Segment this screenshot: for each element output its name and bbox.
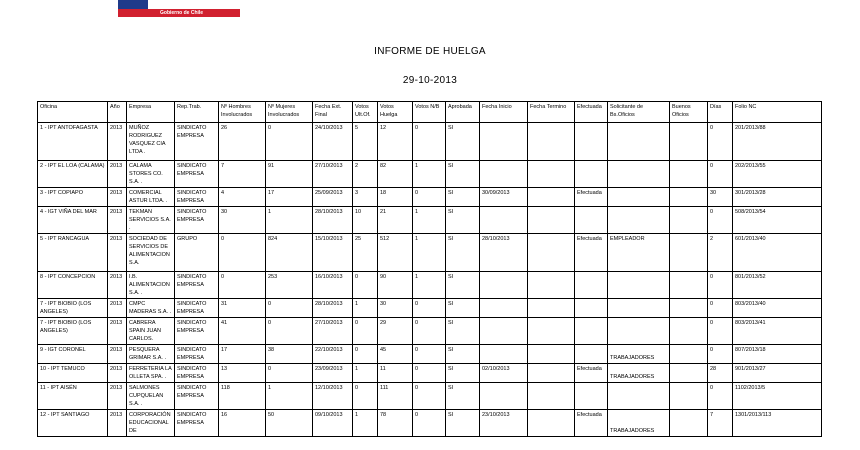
table-cell: SINDICATO EMPRESA — [175, 188, 219, 207]
table-cell: SI — [446, 364, 480, 383]
table-cell: Efectuada — [575, 234, 608, 272]
table-row — [38, 161, 822, 188]
column-header: Fecha Termino — [528, 102, 575, 123]
table-cell — [575, 161, 608, 188]
table-cell: 301/2013/28 — [733, 188, 822, 207]
column-header: Votos N/B — [413, 102, 446, 123]
table-cell: GRUPO — [175, 234, 219, 272]
table-cell: 2013 — [108, 345, 127, 364]
table-cell — [608, 383, 670, 410]
table-cell: 202/2013/55 — [733, 161, 822, 188]
table-cell: 28/10/2013 — [313, 207, 353, 234]
table-cell: 45 — [378, 345, 413, 364]
column-header: Fecha Inicio — [480, 102, 528, 123]
table-cell: 22/10/2013 — [313, 345, 353, 364]
table-cell: 12 - IPT SANTIAGO — [38, 410, 108, 437]
table-cell: 2013 — [108, 299, 127, 318]
table-cell: 28/10/2013 — [480, 234, 528, 272]
table-cell — [608, 207, 670, 234]
table-cell — [670, 234, 708, 272]
table-cell: SINDICATO EMPRESA — [175, 123, 219, 161]
table-cell: 7 — [219, 161, 266, 188]
table-cell: 0 — [266, 364, 313, 383]
table-cell: 0 — [708, 383, 733, 410]
logo-text: Gobierno de Chile — [160, 10, 204, 16]
table-cell: Efectuada — [575, 410, 608, 437]
table-cell: SINDICATO EMPRESA — [175, 345, 219, 364]
table-cell: 29 — [378, 318, 413, 345]
table-cell — [670, 207, 708, 234]
table-cell: 0 — [413, 383, 446, 410]
column-header: Votos Huelga — [378, 102, 413, 123]
table-cell: CALAMA STORES CO. S.A. . — [127, 161, 175, 188]
table-cell — [670, 299, 708, 318]
table-cell: 2013 — [108, 234, 127, 272]
table-cell — [528, 299, 575, 318]
table-cell — [480, 123, 528, 161]
table-cell: 38 — [266, 345, 313, 364]
column-header: Folio NC — [733, 102, 822, 123]
table-cell — [528, 234, 575, 272]
table-cell — [528, 364, 575, 383]
gobierno-logo — [118, 0, 240, 17]
table-cell: 1 - IPT ANTOFAGASTA — [38, 123, 108, 161]
table-cell — [480, 318, 528, 345]
table-cell: 25 — [353, 234, 378, 272]
table-row — [38, 345, 822, 364]
table-cell: 10 - IPT TEMUCO — [38, 364, 108, 383]
table-cell — [670, 272, 708, 299]
table-cell — [528, 318, 575, 345]
table-cell: 118 — [219, 383, 266, 410]
table-cell: 9 - IGT CORONEL — [38, 345, 108, 364]
table-cell: SINDICATO EMPRESA — [175, 318, 219, 345]
table-cell: 15/10/2013 — [313, 234, 353, 272]
table-cell — [670, 410, 708, 437]
table-cell: 0 — [413, 364, 446, 383]
table-cell: 26 — [219, 123, 266, 161]
logo-blue-block — [118, 0, 148, 9]
table-cell — [528, 123, 575, 161]
column-header: Aprobada — [446, 102, 480, 123]
table-cell — [480, 207, 528, 234]
table-cell: Efectuada — [575, 364, 608, 383]
table-cell: 253 — [266, 272, 313, 299]
table-row — [38, 383, 822, 410]
table-cell: TRABAJADORES — [608, 345, 670, 364]
column-header: Nº Hombres Involucrados — [219, 102, 266, 123]
table-header-row — [38, 102, 822, 123]
table-cell — [480, 272, 528, 299]
table-cell — [528, 410, 575, 437]
table-cell: 803/2013/41 — [733, 318, 822, 345]
table-cell: SINDICATO EMPRESA — [175, 299, 219, 318]
column-header: Votos Ult.Of. — [353, 102, 378, 123]
table-cell: 0 — [413, 318, 446, 345]
table-cell: 1 — [266, 383, 313, 410]
table-cell: 4 - IGT VIÑA DEL MAR — [38, 207, 108, 234]
table-cell — [670, 364, 708, 383]
table-cell: COMERCIAL ASTUR LTDA. . — [127, 188, 175, 207]
table-cell: 2013 — [108, 410, 127, 437]
table-cell: 1 — [353, 364, 378, 383]
table-cell: 24/10/2013 — [313, 123, 353, 161]
table-cell: 2013 — [108, 123, 127, 161]
table-cell: 28/10/2013 — [313, 299, 353, 318]
table-cell — [670, 123, 708, 161]
table-cell: 31 — [219, 299, 266, 318]
table-cell: 41 — [219, 318, 266, 345]
table-cell — [670, 318, 708, 345]
table-cell: 1 — [413, 207, 446, 234]
table-cell: 1102/2013/5 — [733, 383, 822, 410]
table-row — [38, 123, 822, 161]
column-header: Empresa — [127, 102, 175, 123]
table-cell: 3 — [353, 188, 378, 207]
report-title: INFORME DE HUELGA — [374, 46, 486, 57]
table-cell — [528, 161, 575, 188]
table-cell: EMPLEADOR — [608, 234, 670, 272]
table-cell: 0 — [266, 123, 313, 161]
table-cell: SI — [446, 161, 480, 188]
table-cell: 2 — [353, 161, 378, 188]
column-header: Efectuada — [575, 102, 608, 123]
table-cell: 11 - IPT AISÉN — [38, 383, 108, 410]
table-cell: 0 — [266, 318, 313, 345]
table-cell: 50 — [266, 410, 313, 437]
table-cell: SI — [446, 234, 480, 272]
table-cell: 91 — [266, 161, 313, 188]
table-cell: 803/2013/40 — [733, 299, 822, 318]
table-cell: 1 — [353, 299, 378, 318]
table-cell — [528, 207, 575, 234]
table-cell: 512 — [378, 234, 413, 272]
table-cell — [608, 161, 670, 188]
table-cell: 0 — [413, 123, 446, 161]
column-header: Año — [108, 102, 127, 123]
table-cell: 2013 — [108, 383, 127, 410]
column-header: Rep.Trab. — [175, 102, 219, 123]
table-cell: 12 — [378, 123, 413, 161]
table-cell: 901/2013/27 — [733, 364, 822, 383]
table-cell: 0 — [708, 161, 733, 188]
table-cell: 0 — [708, 318, 733, 345]
table-cell: 2013 — [108, 364, 127, 383]
table-cell — [575, 383, 608, 410]
table-cell: 2013 — [108, 207, 127, 234]
table-cell: 17 — [266, 188, 313, 207]
table-cell: 0 — [353, 272, 378, 299]
table-cell — [670, 345, 708, 364]
table-cell: 0 — [708, 207, 733, 234]
table-cell: 0 — [353, 345, 378, 364]
table-cell: 25/09/2013 — [313, 188, 353, 207]
table-row — [38, 272, 822, 299]
table-cell: SI — [446, 272, 480, 299]
table-cell: 78 — [378, 410, 413, 437]
table-cell — [528, 272, 575, 299]
table-cell: 1 — [413, 234, 446, 272]
table-cell: TRABAJADORES — [608, 364, 670, 383]
table-cell: 30/09/2013 — [480, 188, 528, 207]
table-cell: 30 — [378, 299, 413, 318]
table-cell — [608, 188, 670, 207]
table-cell — [528, 383, 575, 410]
table-cell: I.B. ALIMENTACION S.A. . — [127, 272, 175, 299]
table-cell: 11 — [378, 364, 413, 383]
table-cell: 201/2013/88 — [733, 123, 822, 161]
table-cell: 0 — [353, 318, 378, 345]
table-cell — [575, 345, 608, 364]
table-cell: CABRERA SPAIN JUAN CARLOS. — [127, 318, 175, 345]
table-cell: 02/10/2013 — [480, 364, 528, 383]
table-cell: MUÑOZ RODRIGUEZ VASQUEZ CIA LTDA . — [127, 123, 175, 161]
strike-report-table — [37, 101, 822, 437]
table-cell: 10 — [353, 207, 378, 234]
column-header: Días — [708, 102, 733, 123]
table-cell: 18 — [378, 188, 413, 207]
column-header: Nº Mujeres Involucrados — [266, 102, 313, 123]
table-cell: 508/2013/54 — [733, 207, 822, 234]
table-cell: 824 — [266, 234, 313, 272]
table-cell: 16 — [219, 410, 266, 437]
table-cell: 13 — [219, 364, 266, 383]
table-row — [38, 299, 822, 318]
table-cell — [480, 161, 528, 188]
table-cell — [528, 188, 575, 207]
table-cell: 1 — [413, 272, 446, 299]
table-cell: SI — [446, 318, 480, 345]
table-cell: 7 — [708, 410, 733, 437]
table-cell: 1 — [353, 410, 378, 437]
table-cell: 1301/2013/113 — [733, 410, 822, 437]
table-cell: 807/2013/18 — [733, 345, 822, 364]
table-cell: SI — [446, 188, 480, 207]
table-cell: SINDICATO EMPRESA — [175, 410, 219, 437]
table-cell: SINDICATO EMPRESA — [175, 207, 219, 234]
table-cell: TEKMAN SERVICIOS S.A. . — [127, 207, 175, 234]
table-cell: 27/10/2013 — [313, 161, 353, 188]
table-cell: 0 — [708, 345, 733, 364]
table-cell: SINDICATO EMPRESA — [175, 161, 219, 188]
table-cell: 7 - IPT BIOBIO (LOS ANGELES) — [38, 318, 108, 345]
table-cell: 0 — [266, 299, 313, 318]
table-cell: 8 - IPT CONCEPCION — [38, 272, 108, 299]
table-cell: TRABAJADORES — [608, 410, 670, 437]
table-cell: 12/10/2013 — [313, 383, 353, 410]
column-header: Buenos Oficios — [670, 102, 708, 123]
table-cell: 111 — [378, 383, 413, 410]
table-cell: 0 — [219, 272, 266, 299]
table-cell: 09/10/2013 — [313, 410, 353, 437]
table-cell — [670, 383, 708, 410]
table-cell: 17 — [219, 345, 266, 364]
table-cell: 23/10/2013 — [480, 410, 528, 437]
report-date: 29-10-2013 — [402, 75, 458, 86]
table-cell: SINDICATO EMPRESA — [175, 364, 219, 383]
table-cell: SALMONES CUPQUELAN S.A. . — [127, 383, 175, 410]
table-cell — [608, 272, 670, 299]
table-cell: SI — [446, 299, 480, 318]
table-cell: FERRETERIA LA OLLETA SPA. . — [127, 364, 175, 383]
table-cell — [670, 188, 708, 207]
table-cell: 0 — [708, 123, 733, 161]
table-cell: 16/10/2013 — [313, 272, 353, 299]
table-cell — [608, 318, 670, 345]
table-cell: 27/10/2013 — [313, 318, 353, 345]
column-header: Fecha Ext. Final — [313, 102, 353, 123]
table-cell — [670, 161, 708, 188]
table-cell: 5 — [353, 123, 378, 161]
table-cell: 0 — [353, 383, 378, 410]
table-cell: 2013 — [108, 188, 127, 207]
table-cell: 4 — [219, 188, 266, 207]
table-cell: SINDICATO EMPRESA — [175, 272, 219, 299]
table-cell — [528, 345, 575, 364]
table-cell: 0 — [219, 234, 266, 272]
table-cell: 30 — [708, 188, 733, 207]
table-cell — [575, 272, 608, 299]
table-cell — [480, 345, 528, 364]
table-cell: SI — [446, 410, 480, 437]
table-cell — [575, 123, 608, 161]
logo-red-band — [118, 9, 240, 17]
column-header: Solicitante de Bs.Oficios — [608, 102, 670, 123]
table-row — [38, 207, 822, 234]
table-row — [38, 410, 822, 437]
table-cell: 1 — [413, 161, 446, 188]
table-cell: 21 — [378, 207, 413, 234]
table-cell: 1 — [266, 207, 313, 234]
table-cell: SI — [446, 207, 480, 234]
table-cell: 0 — [413, 345, 446, 364]
table-cell: 2013 — [108, 318, 127, 345]
table-cell: SI — [446, 345, 480, 364]
table-cell: SI — [446, 383, 480, 410]
table-cell: 5 - IPT RANCAGUA — [38, 234, 108, 272]
table-row — [38, 318, 822, 345]
table-cell: PESQUERA GRIMAR S.A. . — [127, 345, 175, 364]
table-row — [38, 188, 822, 207]
table-cell: 2 — [708, 234, 733, 272]
table-cell: SOCIEDAD DE SERVICIOS DE ALIMENTACION S.A. — [127, 234, 175, 272]
table-cell: 2013 — [108, 272, 127, 299]
table-cell: 0 — [708, 299, 733, 318]
table-cell — [575, 318, 608, 345]
table-cell: 3 - IPT COPIAPO — [38, 188, 108, 207]
table-cell — [480, 383, 528, 410]
table-cell: 0 — [413, 188, 446, 207]
table-row — [38, 234, 822, 272]
table-cell — [608, 299, 670, 318]
table-cell: 0 — [708, 272, 733, 299]
table-cell: 0 — [413, 410, 446, 437]
table-cell — [480, 299, 528, 318]
table-cell: 90 — [378, 272, 413, 299]
table-cell: 2 - IPT EL LOA (CALAMA) — [38, 161, 108, 188]
table-cell: 0 — [413, 299, 446, 318]
table-cell: 30 — [219, 207, 266, 234]
table-cell: CORPORACIÓN EDUCACIONAL DE — [127, 410, 175, 437]
table-cell: 2013 — [108, 161, 127, 188]
column-header: Oficina — [38, 102, 108, 123]
table-cell: SINDICATO EMPRESA — [175, 383, 219, 410]
table-cell: 7 - IPT BIOBIO (LOS ANGELES) — [38, 299, 108, 318]
table-row — [38, 364, 822, 383]
table-cell: CMPC MADERAS S.A. . — [127, 299, 175, 318]
table-cell: 23/09/2013 — [313, 364, 353, 383]
table-cell: SI — [446, 123, 480, 161]
table-cell — [575, 207, 608, 234]
table-cell: 82 — [378, 161, 413, 188]
table-cell: 601/2013/40 — [733, 234, 822, 272]
table-cell: 28 — [708, 364, 733, 383]
table-cell — [575, 299, 608, 318]
table-cell: Efectuada — [575, 188, 608, 207]
table-cell: 801/2013/52 — [733, 272, 822, 299]
table-cell — [608, 123, 670, 161]
